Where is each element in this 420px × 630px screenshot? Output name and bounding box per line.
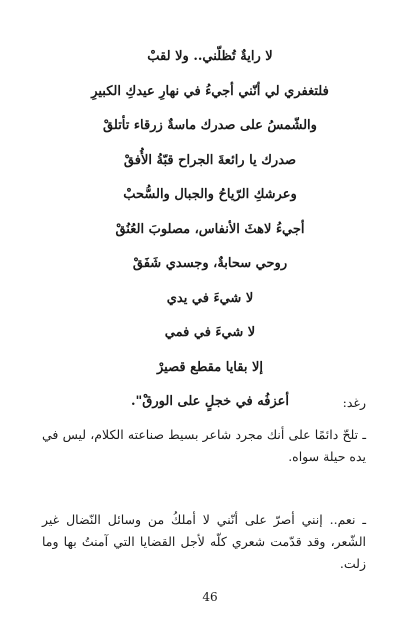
poem-line: لا شيءَ في يدي (166, 290, 254, 306)
poem-line: روحي سحابةٌ، وجسدي شَفَقْ (132, 256, 288, 271)
speaker-label: رغد: (342, 395, 366, 410)
poem-stanza (0, 40, 420, 420)
poem-line: إلا بقايا مقطع قصيرْ (156, 359, 264, 375)
poem-line: أعزفُه في خجلٍ على الورقْ". (131, 394, 289, 409)
dialogue-answer: ـ نعم.. إنني أصرّ على أنّني لا أملكُ من وسائل النّضال غير الشّعر، وقد قدّمت شعري كلّه لأجل القضايا التي آمنتُ بها وما زلت. (42, 512, 366, 571)
poem-line: وعرشكِ الرّياحُ والجبال والسُّحبْ (123, 187, 297, 202)
dialogue-question: ـ تلحّ دائمًا على أنك مجرد شاعر بسيط صناعته الكلام، ليس في يده حيلة سواه. (42, 427, 366, 464)
poem-line: أجيءُ لاهثَ الأنفاس، مصلوبَ العُنُقْ (115, 221, 305, 237)
page-number: 46 (202, 590, 218, 604)
poem-line: فلتغفري لي أنّني أجيءُ في نهارِ عيدكِ الكبيرِ (91, 83, 329, 99)
poem-line: والشّمسُ على صدرك ماسةٌ زرقاء تأتلقْ (103, 118, 317, 133)
poem-line: صدرك يا رائعةَ الجراح قبّةُ الأُفقْ (123, 152, 297, 168)
poem-line: لا شيءَ في فمي (164, 325, 256, 340)
poem-line: لا رايةٌ تُظلّني.. ولا لقبْ (147, 49, 273, 64)
